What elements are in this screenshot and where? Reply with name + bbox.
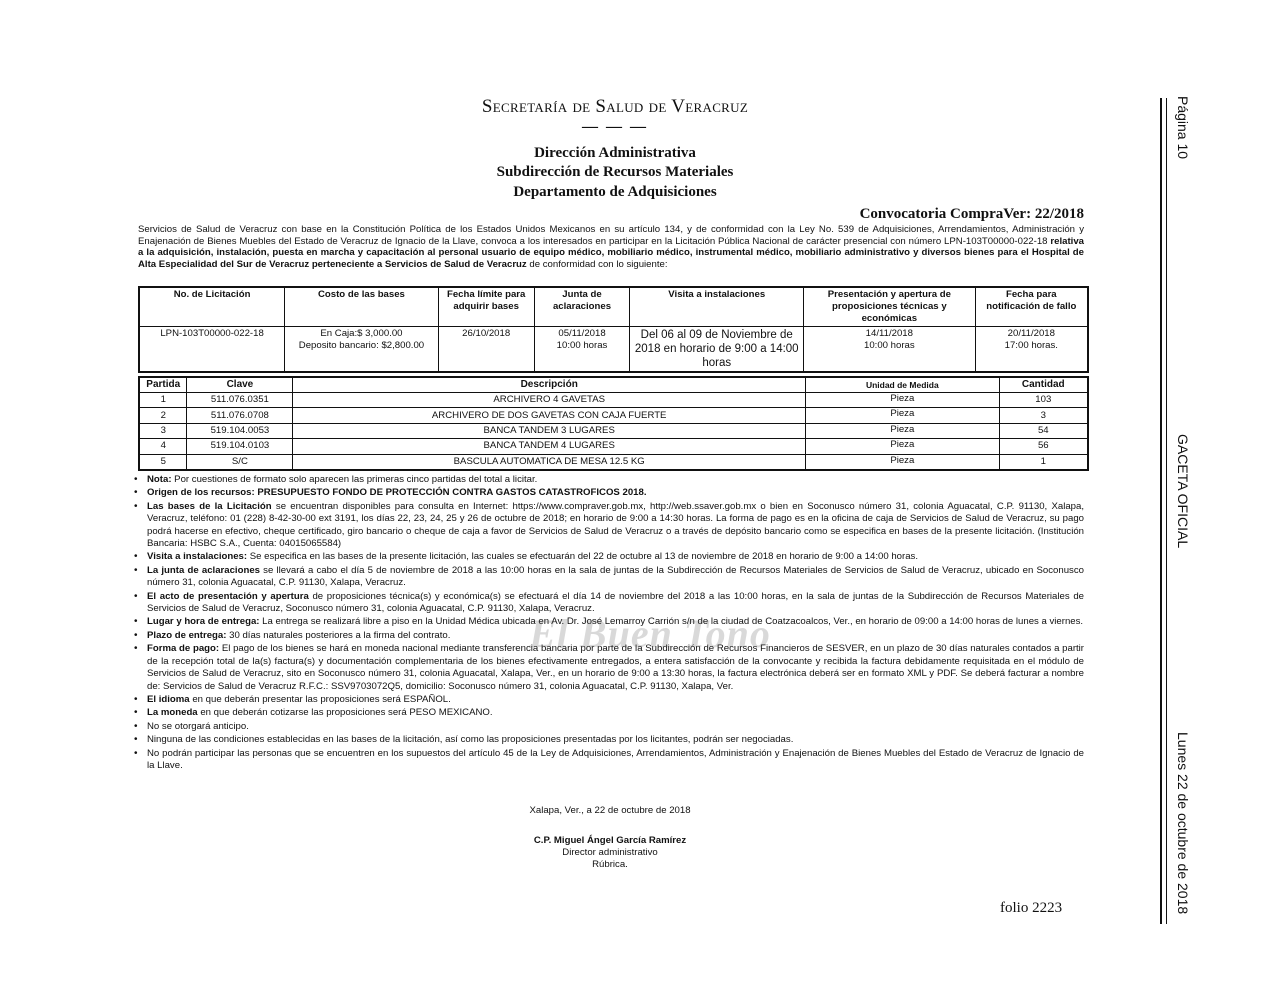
cell-descripcion: ARCHIVERO 4 GAVETAS — [293, 393, 806, 408]
col-junta: Junta de aclaraciones — [534, 287, 630, 327]
col-visita: Visita a instalaciones — [630, 287, 804, 327]
note-text: 30 días naturales posteriores a la firma del contrato. — [226, 629, 451, 641]
licitacion-table — [138, 286, 1089, 373]
note-text: La entrega se realizará libre a piso en la Unidad Médica ubicada en Av. Dr. José Lemarroy Carrión s/n de la ciudad de Coatzacoalcos, Ver., en horario de 09:00 a 14:00 horas de lunes a viernes. — [259, 616, 1084, 628]
note-lead: Las bases de la Licitación — [147, 500, 272, 512]
intro-text-2: de conformidad con lo siguiente: — [526, 258, 668, 270]
cell-cantidad: 103 — [999, 393, 1088, 408]
note-text: Por cuestiones de formato solo aparecen las primeras cinco partidas del total a licitar. — [171, 474, 538, 485]
subdireccion-title: Subdirección de Recursos Materiales — [496, 164, 734, 180]
note-text: en que deberán cotizarse las proposiciones será PESO MEXICANO. — [197, 707, 493, 719]
cell-cantidad: 1 — [999, 454, 1088, 470]
cell-clave: 519.104.0053 — [187, 423, 293, 438]
col-numero: No. de Licitación — [139, 287, 285, 327]
costo-banco: Deposito bancario: $2,800.00 — [298, 340, 425, 351]
signer-rubrica: Rúbrica. — [592, 859, 628, 870]
fallo-hora: 17:00 horas. — [1004, 340, 1058, 351]
cell-cantidad: 3 — [999, 408, 1088, 423]
partidas-header-row — [139, 377, 1088, 393]
junta-fecha: 05/11/2018 — [558, 328, 606, 339]
col-descripcion: Descripción — [293, 377, 806, 393]
folio-number: folio 2223 — [1000, 900, 1063, 916]
note-lead: Nota: — [147, 474, 172, 485]
cell-partida: 4 — [139, 439, 187, 454]
intro-text-bold: relativa a la adquisición, instalación, puesta en marcha y capacitación al personal usuario de equipo médico, mobiliario médico, instrumental médico, mobiliario administrativo y diversos bienes para el Hospital de Alta Especialidad del Sur de Veracruz perteneciente a Servicios de Salud de Veracruz — [138, 235, 1084, 270]
col-cantidad: Cantidad — [999, 377, 1088, 393]
note-lead: Visita a instalaciones: — [147, 551, 248, 563]
cell-descripcion: BASCULA AUTOMATICA DE MESA 12.5 KG — [293, 454, 806, 470]
place-date: Xalapa, Ver., a 22 de octubre de 2018 — [529, 805, 691, 816]
cell-clave: 511.076.0351 — [187, 393, 293, 408]
cell-unidad: Pieza — [806, 454, 1000, 470]
cell-partida: 2 — [139, 408, 187, 423]
departamento-title: Departamento de Adquisiciones — [513, 184, 717, 200]
licitacion-header-row — [139, 287, 1088, 327]
intro-paragraph — [138, 224, 1084, 270]
list-item — [132, 707, 1084, 719]
presentacion-fecha: 14/11/2018 — [865, 328, 913, 339]
fallo-fecha: 20/11/2018 — [1007, 328, 1055, 339]
note-lead: Origen de los recursos: PRESUPUESTO FONDO DE PROTECCIÓN CONTRA GASTOS CATASTROFICOS 2018. — [147, 487, 647, 499]
table-row — [139, 408, 1088, 423]
signer-name: C.P. Miguel Ángel García Ramírez — [533, 835, 687, 846]
note-text: No podrán participar las personas que se encuentren en los supuestos del artículo 45 de la Ley de Adquisiciones, Arrendamientos, Administración y Enajenación de Bienes Muebles del Estado de Veracruz de Ignacio de la Llave. — [147, 747, 1084, 771]
issue-date: Lunes 22 de octubre de 2018 — [1175, 732, 1191, 915]
note-lead: El idioma — [147, 693, 190, 705]
partidas-body — [139, 393, 1088, 470]
note-text: se encuentran disponibles para consulta en Internet: https://www.compraver.gob.mx, http://web.ssaver.gob.mx o bien en Soconusco número 31, colonia Aguacatal, C.P. 91130, Xalapa, Veracruz, teléfono: 01 (228) 8-42-30-00 ext 3191, los días 22, 23, 24, 25 y 26 de octubre de 2018; en horario de 9:00 a 14:30 horas. La forma de pago es en la oficina de caja de Servicios de Salud de Veracruz, su pago podrá hacerse en efectivo, cheque certificado, giro bancario o cheque de caja a favor de Servicios de Salud de Veracruz o a través de depósito bancario como se especifica en bases de la presente licitación. (Institución Bancaria: HSBC S.A., Cuenta: 04015065584) — [147, 500, 1084, 550]
note-text: se llevará a cabo el día 5 de noviembre de 2018 a las 10:00 horas en la sala de juntas de la Subdirección de Recursos Materiales de Servicios de Salud de Veracruz, ubicado en Soconusco número 31, colonia Aguacatal, C.P. 91130, Xalapa, Veracruz. — [147, 564, 1084, 589]
margin-rule-thick — [1160, 98, 1162, 924]
title-separator: — — — — [582, 118, 648, 135]
col-unidad: Unidad de Medida — [806, 377, 1000, 393]
note-text: Ninguna de las condiciones establecidas en las bases de la licitación, así como las proposiciones presentadas por los licitantes, podrán ser negociadas. — [147, 734, 794, 746]
col-costo: Costo de las bases — [285, 287, 439, 327]
gazette-name: GACETA OFICIAL — [1175, 434, 1191, 549]
costo-caja: En Caja:$ 3,000.00 — [320, 328, 403, 339]
cell-unidad: Pieza — [806, 393, 1000, 408]
cell-numero: LPN-103T00000-022-18 — [139, 327, 285, 373]
list-item — [132, 474, 1084, 486]
note-text: de proposiciones técnica(s) y económica(s) se efectuará el día 14 de noviembre del 2018 a las 10:00 horas, en la sala de juntas de la Subdirección de Recursos Materiales de Servicios de Salud de Veracruz, Soconusco número 31, colonia Aguacatal, C.P. 91130, Xalapa, Veracruz. — [147, 590, 1084, 615]
cell-presentacion — [804, 327, 976, 373]
list-item — [132, 721, 1084, 733]
note-lead: Plazo de entrega: — [147, 629, 227, 641]
cell-partida: 5 — [139, 454, 187, 470]
direccion-title: Dirección Administrativa — [534, 145, 696, 161]
cell-descripcion: ARCHIVERO DE DOS GAVETAS CON CAJA FUERTE — [293, 408, 806, 423]
list-item — [132, 501, 1084, 551]
list-item — [132, 551, 1084, 563]
note-text: El pago de los bienes se hará en moneda nacional mediante transferencia bancaria por parte de la Subdirección de Recursos Financieros de SESVER, en un plazo de 30 días naturales contados a partir de la recepción total de la(s) factura(s) y documentación complementaria de los bienes efectivamente entregados, a entera satisfacción de la convocante y recibida la factura debidamente requisitada en el módulo de Servicios de Salud de Veracruz, sito en Soconusco número 31, colonia Aguacatal, Xalapa, Ver., en un horario de 9:00 a 13:30 horas, la factura electrónica deberá ser en formato XML y PDF. Se deberá facturar a nombre de: Servicios de Salud de Veracruz R.F.C.: SSV9703072Q5, domicilio: Soconusco número 31, colonia Aguacatal, C.P. 91130, Xalapa, Ver. — [147, 643, 1085, 692]
presentacion-hora: 10:00 horas — [864, 340, 915, 351]
note-text: en que deberán presentar las proposiciones será ESPAÑOL. — [189, 693, 451, 705]
col-partida: Partida — [139, 377, 187, 393]
col-fallo: Fecha para notificación de fallo — [975, 287, 1088, 327]
table-row — [139, 423, 1088, 438]
licitacion-row — [139, 327, 1088, 373]
note-text: No se otorgará anticipo. — [147, 720, 249, 732]
list-item — [132, 565, 1084, 590]
cell-cantidad: 54 — [999, 423, 1088, 438]
watermark-logo: El Buen Tono — [529, 611, 771, 656]
cell-unidad: Pieza — [806, 408, 1000, 423]
cell-descripcion: BANCA TANDEM 4 LUGARES — [293, 439, 806, 454]
list-item — [132, 694, 1084, 706]
page-number: Página 10 — [1175, 96, 1191, 160]
col-fecha-limite: Fecha límite para adquirir bases — [438, 287, 534, 327]
secretaria-title: Secretaría de Salud de Veracruz — [481, 96, 749, 117]
intro-text-1: Servicios de Salud de Veracruz con base en la Constitución Política de los Estados Unidos Mexicanos en su artículo 134, y de conformidad con la Ley No. 539 de Adquisiciones, Arrendamientos, Administración y Enajenación de Bienes Muebles del Estado de Veracruz de Ignacio de la Llave, convoca a los interesados en participar en la Licitación Pública Nacional de carácter presencial con número LPN-103T00000-022-18 — [138, 224, 1084, 247]
note-text: Se especifica en las bases de la presente licitación, las cuales se efectuarán del 22 de octubre al 13 de noviembre de 2018 en horario de 9:00 a 14:00 horas. — [247, 551, 919, 563]
col-clave: Clave — [187, 377, 293, 393]
cell-partida: 1 — [139, 393, 187, 408]
cell-clave: 519.104.0103 — [187, 439, 293, 454]
convocatoria-number: Convocatoria CompraVer: 22/2018 — [859, 206, 1084, 222]
cell-cantidad: 56 — [999, 439, 1088, 454]
partidas-table — [138, 376, 1089, 471]
note-lead: Lugar y hora de entrega: — [147, 616, 260, 628]
list-item — [132, 487, 1084, 499]
col-presentacion: Presentación y apertura de proposiciones técnicas y económicas — [804, 287, 976, 327]
cell-unidad: Pieza — [806, 439, 1000, 454]
cell-junta — [534, 327, 630, 373]
junta-hora: 10:00 horas — [556, 340, 608, 351]
note-lead: El acto de presentación y apertura — [147, 590, 309, 602]
note-lead: La moneda — [147, 707, 198, 719]
cell-clave: 511.076.0708 — [187, 408, 293, 423]
cell-visita: Del 06 al 09 de Noviembre de 2018 en horario de 9:00 a 14:00 horas — [630, 327, 804, 373]
cell-partida: 3 — [139, 423, 187, 438]
margin-rule-thin — [1166, 98, 1167, 924]
table-row — [139, 454, 1088, 470]
cell-costo — [285, 327, 439, 373]
cell-unidad: Pieza — [806, 423, 1000, 438]
list-item — [132, 734, 1084, 746]
note-lead: La junta de aclaraciones — [147, 564, 260, 576]
note-lead: Forma de pago: — [147, 643, 220, 655]
list-item — [132, 748, 1084, 773]
cell-fecha-limite: 26/10/2018 — [438, 327, 534, 373]
cell-fallo — [975, 327, 1088, 373]
cell-clave: S/C — [187, 454, 293, 470]
table-row — [139, 439, 1088, 454]
cell-descripcion: BANCA TANDEM 3 LUGARES — [293, 423, 806, 438]
table-row — [139, 393, 1088, 408]
signer-role: Director administrativo — [562, 847, 658, 858]
